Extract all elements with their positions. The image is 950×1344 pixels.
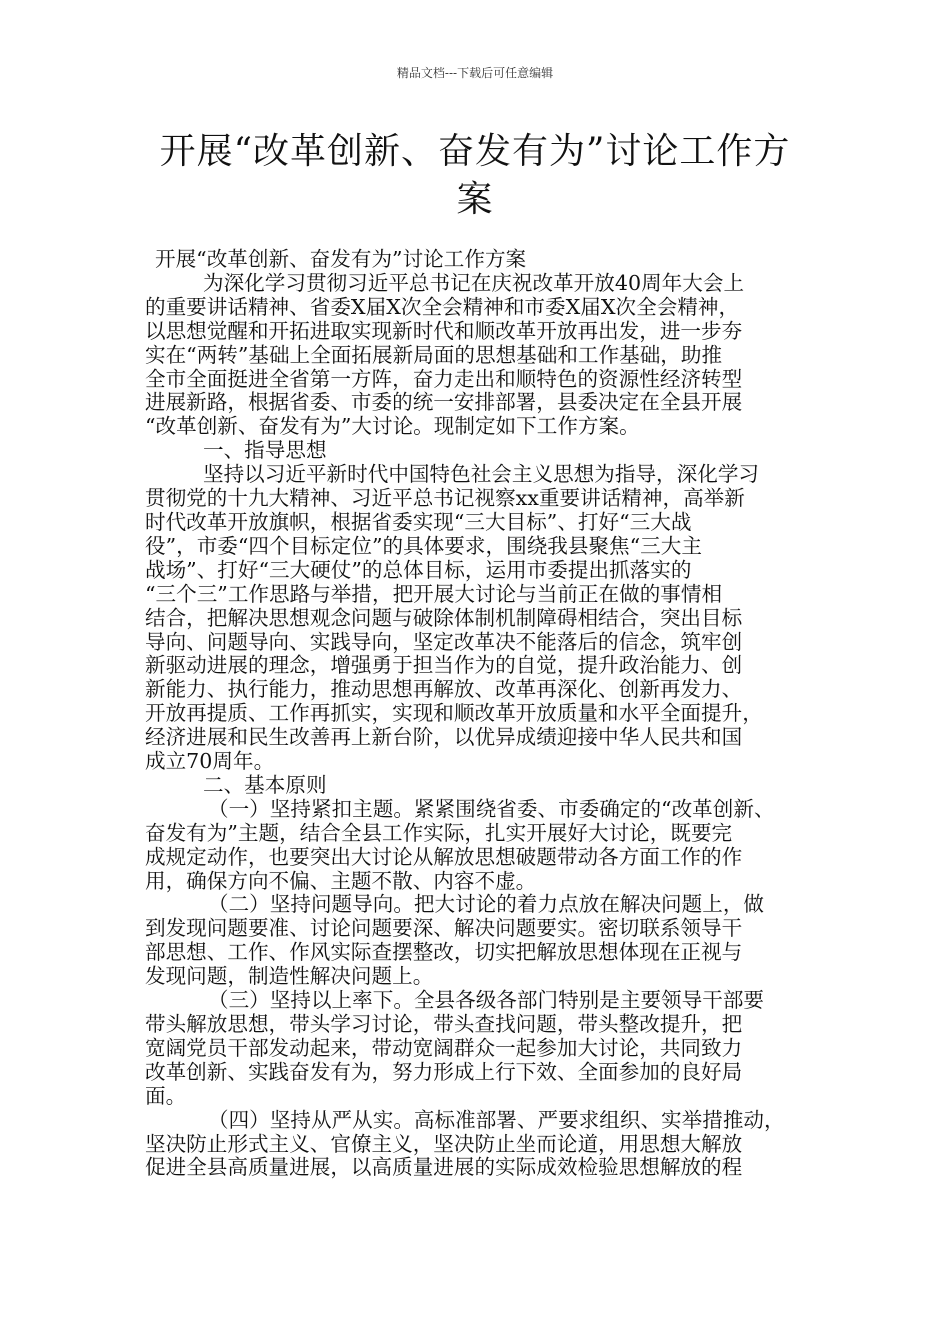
text-line: 发现问题，制造性解决问题上。	[145, 965, 434, 989]
text-line: 开放再提质、工作再抓实，实现和顺改革开放质量和水平全面提升，	[145, 702, 763, 726]
text-line: 全市全面挺进全省第一方阵，奋力走出和顺特色的资源性经济转型	[145, 367, 743, 391]
text-line: 以思想觉醒和开拓进取实现新时代和顺改革开放再出发，进一步夯	[145, 319, 743, 343]
text-line: 为深化学习贯彻习近平总书记在庆祝改革开放40周年大会上	[203, 271, 745, 295]
section-heading: 一、指导思想	[203, 439, 327, 463]
text-line: 到发现问题要准、讨论问题要深、解决问题要实。密切联系领导干	[145, 917, 743, 941]
text-line: 成立70周年。	[145, 750, 275, 774]
text-line: 坚决防止形式主义、官僚主义，坚决防止坐而论道，用思想大解放	[145, 1132, 743, 1156]
text-line: “改革创新、奋发有为”大讨论。现制定如下工作方案。	[145, 415, 640, 439]
subtitle-line: 开展“改革创新、奋发有为”讨论工作方案	[155, 248, 527, 271]
text-line: 改革创新、实践奋发有为，努力形成上行下效、全面参加的良好局	[145, 1060, 743, 1084]
text-line: 时代改革开放旗帜，根据省委实现“三大目标”、打好“三大战	[145, 510, 692, 534]
text-line: 面。	[145, 1084, 187, 1108]
text-line: 宽阔党员干部发动起来，带动宽阔群众一起参加大讨论，共同致力	[145, 1036, 743, 1060]
text-line: 实在“两转”基础上全面拓展新局面的思想基础和工作基础，助推	[145, 343, 723, 367]
text-line: 进展新路，根据省委、市委的统一安排部署，县委决定在全县开展	[145, 391, 743, 415]
text-line: 部思想、工作、作风实际查摆整改，切实把解放思想体现在正视与	[145, 941, 743, 965]
text-line: “三个三”工作思路与举措，把开展大讨论与当前正在做的事情相	[145, 582, 723, 606]
text-line: （三）坚持以上率下。全县各级各部门特别是主要领导干部要	[208, 989, 765, 1013]
document-body	[145, 248, 815, 1180]
text-line: 成规定动作，也要突出大讨论从解放思想破题带动各方面工作的作	[145, 845, 743, 869]
text-line: （二）坚持问题导向。把大讨论的着力点放在解决问题上，做	[208, 893, 765, 917]
text-line: 贯彻党的十九大精神、习近平总书记视察xx重要讲话精神，高举新	[145, 487, 745, 511]
text-line: 经济进展和民生改善再上新台阶，以优异成绩迎接中华人民共和国	[145, 726, 743, 750]
text-line: 用，确保方向不偏、主题不散、内容不虚。	[145, 869, 537, 893]
text-line: （四）坚持从严从实。高标准部署、严要求组织、实举措推动，	[208, 1108, 785, 1132]
text-line: 新能力、执行能力，推动思想再解放、改革再深化、创新再发力、	[145, 678, 743, 702]
text-line: 坚持以习近平新时代中国特色社会主义思想为指导，深化学习	[203, 463, 760, 487]
section-heading: 二、基本原则	[203, 773, 327, 797]
text-line: 导向、问题导向、实践导向，坚定改革决不能落后的信念，筑牢创	[145, 630, 743, 654]
document-title	[145, 128, 805, 224]
text-line: 战场”、打好“三大硬仗”的总体目标，运用市委提出抓落实的	[145, 558, 692, 582]
title-line-2: 案	[456, 179, 494, 220]
header-note: 精品文档---下载后可任意编辑	[396, 66, 554, 80]
text-line: 促进全县高质量进展，以高质量进展的实际成效检验思想解放的程	[145, 1156, 743, 1180]
text-line: 的重要讲话精神、省委X届X次全会精神和市委X届X次全会精神，	[145, 295, 740, 319]
text-line: （一）坚持紧扣主题。紧紧围绕省委、市委确定的“改革创新、	[208, 797, 775, 821]
text-line: 带头解放思想，带头学习讨论，带头查找问题，带头整改提升，把	[145, 1013, 743, 1036]
text-line: 新驱动进展的理念，增强勇于担当作为的自觉，提升政治能力、创	[145, 654, 743, 678]
text-line: 结合，把解决思想观念问题与破除体制机制障碍相结合，突出目标	[145, 606, 743, 630]
text-line: 奋发有为”主题，结合全县工作实际，扎实开展好大讨论，既要完	[145, 821, 733, 845]
text-line: 役”，市委“四个目标定位”的具体要求，围绕我县聚焦“三大主	[145, 534, 702, 558]
title-line-1: 开展“改革创新、奋发有为”讨论工作方	[159, 131, 791, 172]
